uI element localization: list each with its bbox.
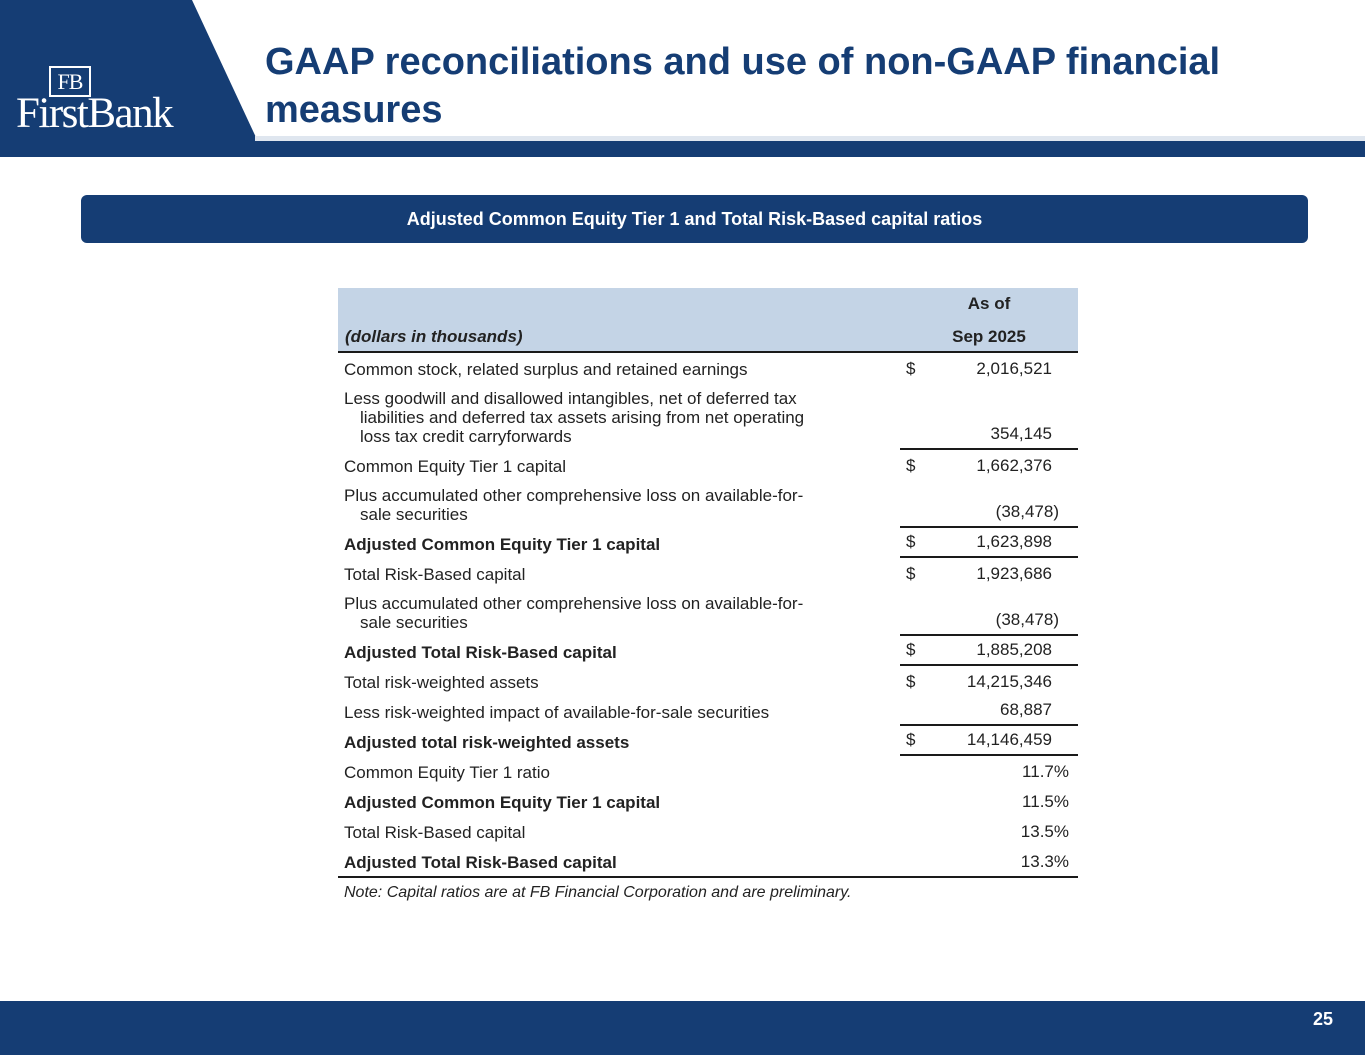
table-header — [338, 288, 1078, 353]
section-banner: Adjusted Common Equity Tier 1 and Total Risk-Based capital ratios — [81, 195, 1308, 243]
row-value-cell — [900, 588, 1078, 636]
row-value-cell — [900, 636, 1078, 666]
table-row — [338, 450, 1078, 480]
table-row-subtotal — [338, 636, 1078, 666]
logo-wordmark: FirstBank — [16, 90, 173, 137]
table-row — [338, 756, 1078, 786]
row-label: Total Risk-Based capital — [344, 565, 526, 584]
row-value-cell — [900, 353, 1078, 383]
column-header-date: Sep 2025 — [952, 327, 1026, 346]
row-value-cell — [900, 786, 1078, 816]
currency-symbol: $ — [906, 640, 916, 659]
currency-symbol: $ — [906, 672, 916, 691]
row-value: 68,887 — [1000, 700, 1052, 719]
table-row-subtotal — [338, 786, 1078, 816]
row-value: 13.5% — [1020, 822, 1069, 841]
row-value: 13.3% — [1020, 852, 1069, 871]
table-row-subtotal — [338, 846, 1078, 876]
row-value: 14,146,459 — [966, 730, 1052, 749]
currency-symbol: $ — [906, 730, 916, 749]
row-value-cell — [900, 756, 1078, 786]
row-value: 354,145 — [990, 424, 1052, 443]
row-label: Adjusted Common Equity Tier 1 capital — [344, 535, 661, 554]
row-value: 1,662,376 — [976, 456, 1052, 475]
header-divider — [0, 141, 1365, 157]
page-number: 25 — [1312, 1009, 1333, 1029]
row-value: 11.5% — [1022, 792, 1069, 811]
table-note: Note: Capital ratios are at FB Financial Corporation and are preliminary. — [338, 876, 1078, 902]
table-row — [338, 353, 1078, 383]
currency-symbol: $ — [906, 564, 916, 583]
table-row — [338, 558, 1078, 588]
row-value-cell — [900, 480, 1078, 528]
table-row — [338, 696, 1078, 726]
row-label: Adjusted Total Risk-Based capital — [344, 643, 617, 662]
currency-symbol: $ — [906, 359, 916, 378]
row-value: 11.7% — [1022, 762, 1069, 781]
row-value-cell — [900, 558, 1078, 588]
logo-monogram: FB — [49, 66, 91, 97]
row-value: 2,016,521 — [976, 359, 1052, 378]
row-value-cell — [900, 666, 1078, 696]
capital-ratios-table — [338, 288, 1078, 902]
table-row — [338, 588, 1078, 636]
row-label: Total Risk-Based capital — [344, 823, 526, 842]
row-value: (38,478) — [995, 502, 1059, 521]
row-value: 1,923,686 — [976, 564, 1052, 583]
row-label: Less goodwill and disallowed intangibles, net of deferred tax liabilities and deferred tax assets arising from net operating loss tax credit carryforwards — [344, 389, 805, 446]
row-label: Plus accumulated other comprehensive loss on available-for- sale securities — [344, 486, 804, 524]
row-label: Common stock, related surplus and retained earnings — [344, 360, 748, 379]
table-row-subtotal — [338, 726, 1078, 756]
table-row — [338, 383, 1078, 450]
row-label: Adjusted total risk-weighted assets — [344, 733, 630, 752]
table-row-subtotal — [338, 528, 1078, 558]
row-value: 14,215,346 — [966, 672, 1052, 691]
row-label: Common Equity Tier 1 ratio — [344, 763, 550, 782]
row-label: Common Equity Tier 1 capital — [344, 457, 567, 476]
row-value-cell — [900, 726, 1078, 756]
column-header-as-of: As of — [967, 294, 1011, 313]
row-value: 1,623,898 — [976, 532, 1052, 551]
row-label: Less risk-weighted impact of available-for-sale securities — [344, 703, 770, 722]
row-label: Adjusted Total Risk-Based capital — [344, 853, 617, 872]
row-value-cell — [900, 846, 1078, 876]
row-value-cell — [900, 383, 1078, 450]
currency-symbol: $ — [906, 532, 916, 551]
table-row — [338, 816, 1078, 846]
table-row — [338, 480, 1078, 528]
row-label: Total risk-weighted assets — [344, 673, 539, 692]
row-label: Adjusted Common Equity Tier 1 capital — [344, 793, 661, 812]
row-value: 1,885,208 — [976, 640, 1052, 659]
row-value: (38,478) — [995, 610, 1059, 629]
row-value-cell — [900, 696, 1078, 726]
footer-bar — [0, 1001, 1365, 1055]
row-value-cell — [900, 528, 1078, 558]
units-label: (dollars in thousands) — [345, 327, 523, 346]
page-title: GAAP reconciliations and use of non-GAAP financial measures — [265, 41, 1221, 131]
table-row — [338, 666, 1078, 696]
row-value-cell — [900, 450, 1078, 480]
currency-symbol: $ — [906, 456, 916, 475]
row-label: Plus accumulated other comprehensive loss on available-for- sale securities — [344, 594, 804, 632]
row-value-cell — [900, 816, 1078, 846]
